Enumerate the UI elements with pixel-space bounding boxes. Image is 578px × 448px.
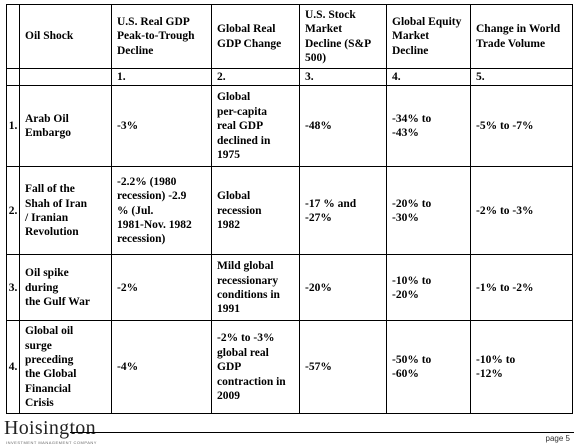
- header-global-gdp: Global Real GDP Change: [212, 5, 300, 69]
- header-trade: Change in World Trade Volume: [471, 5, 573, 69]
- table-row: [7, 321, 573, 414]
- cell-oil-shock: Fall of the Shah of Iran / Iranian Revolution: [20, 167, 112, 255]
- cell-trade: -10% to -12%: [471, 321, 573, 414]
- oil-shock-table: [6, 4, 573, 414]
- index-cell: 2.: [212, 69, 300, 86]
- cell-trade: -2% to -3%: [471, 167, 573, 255]
- cell-us-gdp: -4%: [112, 321, 212, 414]
- row-number: 2.: [7, 167, 20, 255]
- table-row: [7, 167, 573, 255]
- cell-trade: -1% to -2%: [471, 255, 573, 321]
- cell-us-gdp: -2.2% (1980 recession) -2.9 % (Jul. 1981-Nov. 1982 recession): [112, 167, 212, 255]
- index-cell: [7, 69, 20, 86]
- company-logo: Hoisington: [4, 417, 96, 439]
- index-cell: 3.: [300, 69, 387, 86]
- cell-global-gdp: Global per-capita real GDP declined in 1975: [212, 86, 300, 167]
- cell-us-gdp: -2%: [112, 255, 212, 321]
- cell-us-stock: -57%: [300, 321, 387, 414]
- index-row: [7, 69, 573, 86]
- cell-global-gdp: Mild global recessionary conditions in 1991: [212, 255, 300, 321]
- header-row: [7, 5, 573, 69]
- cell-oil-shock: Arab Oil Embargo: [20, 86, 112, 167]
- header-us-gdp: U.S. Real GDP Peak-to-Trough Decline: [112, 5, 212, 69]
- cell-trade: -5% to -7%: [471, 86, 573, 167]
- header-global-equity: Global Equity Market Decline: [387, 5, 471, 69]
- cell-global-equity: -10% to -20%: [387, 255, 471, 321]
- footer-divider: [70, 432, 574, 433]
- index-cell: 1.: [112, 69, 212, 86]
- company-tagline: INVESTMENT MANAGEMENT COMPANY: [6, 440, 97, 445]
- cell-global-gdp: -2% to -3% global real GDP contraction in 2009: [212, 321, 300, 414]
- index-cell: [20, 69, 112, 86]
- cell-global-equity: -50% to -60%: [387, 321, 471, 414]
- cell-oil-shock: Oil spike during the Gulf War: [20, 255, 112, 321]
- header-num: [7, 5, 20, 69]
- cell-us-stock: -48%: [300, 86, 387, 167]
- cell-global-equity: -20% to -30%: [387, 167, 471, 255]
- cell-us-stock: -20%: [300, 255, 387, 321]
- cell-global-equity: -34% to -43%: [387, 86, 471, 167]
- index-cell: 5.: [471, 69, 573, 86]
- table-row: [7, 255, 573, 321]
- index-cell: 4.: [387, 69, 471, 86]
- table-row: [7, 86, 573, 167]
- row-number: 3.: [7, 255, 20, 321]
- header-us-stock: U.S. Stock Market Decline (S&P 500): [300, 5, 387, 69]
- cell-us-stock: -17 % and -27%: [300, 167, 387, 255]
- row-number: 4.: [7, 321, 20, 414]
- cell-us-gdp: -3%: [112, 86, 212, 167]
- row-number: 1.: [7, 86, 20, 167]
- cell-global-gdp: Global recession 1982: [212, 167, 300, 255]
- header-oil-shock: Oil Shock: [20, 5, 112, 69]
- page-number: page 5: [545, 434, 570, 443]
- cell-oil-shock: Global oil surge preceding the Global Financial Crisis: [20, 321, 112, 414]
